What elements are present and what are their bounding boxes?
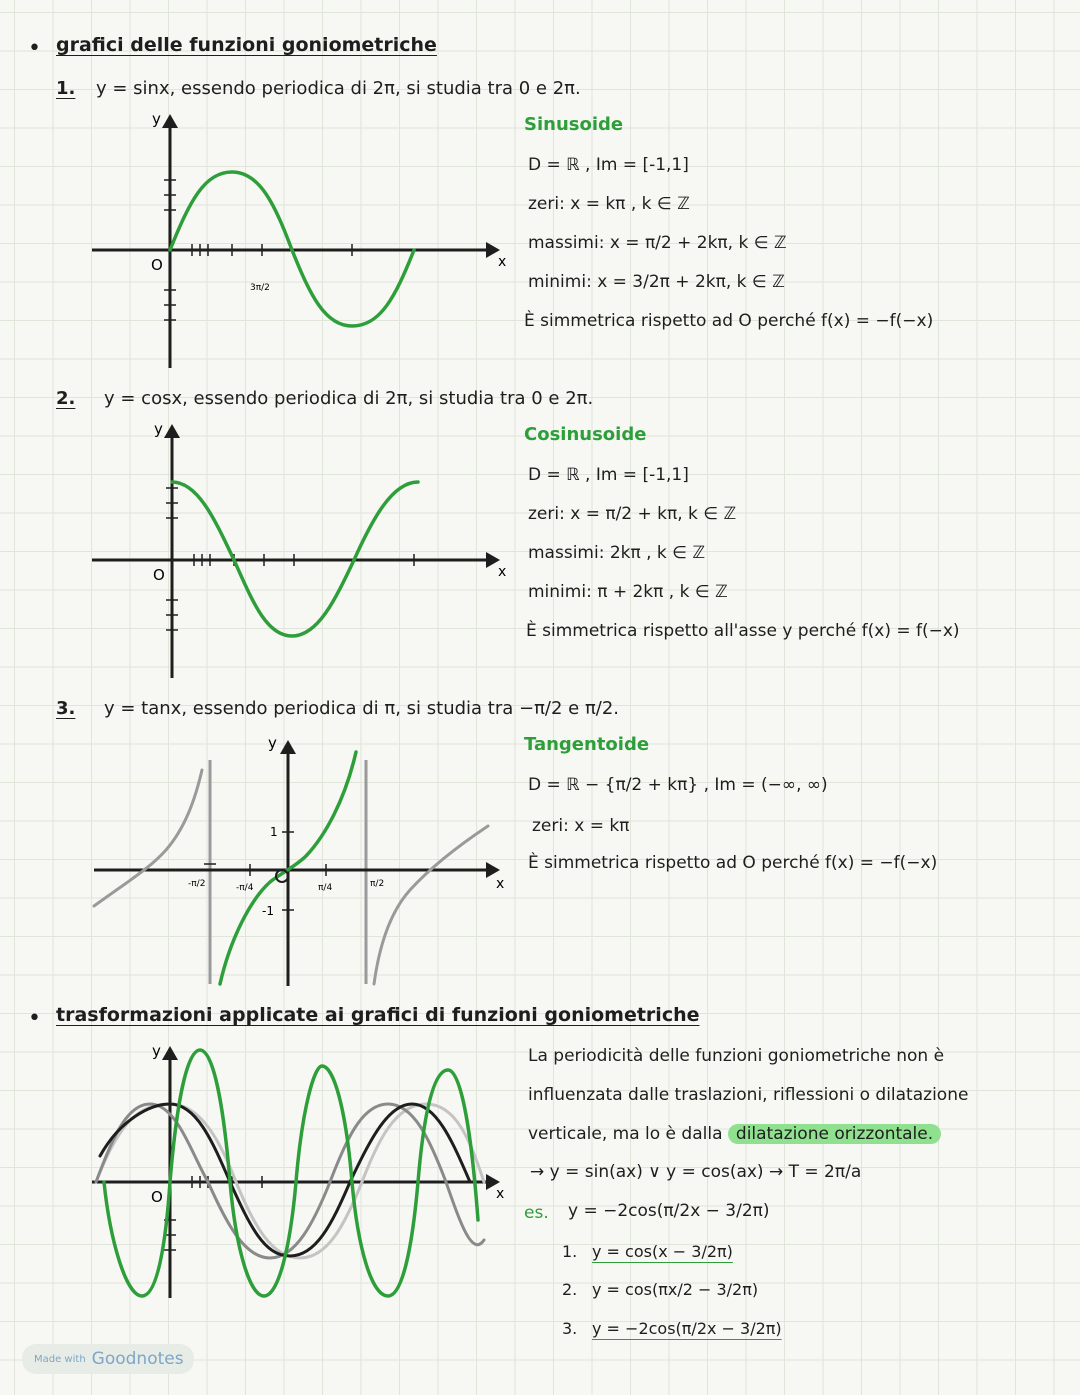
highlight-dilatazione: dilatazione orizzontale. bbox=[728, 1124, 941, 1144]
badge-made-with: Made with bbox=[34, 1353, 86, 1365]
curve-green bbox=[104, 1050, 478, 1296]
prop-min: minimi: x = 3/2π + 2kπ, k ∈ ℤ bbox=[528, 272, 785, 292]
prop-zeros: zeri: x = kπ bbox=[532, 816, 630, 836]
section-heading-transformations: trasformazioni applicate ai grafici di funzioni goniometriche bbox=[56, 1004, 700, 1026]
prop-domain: D = ℝ , Im = [-1,1] bbox=[528, 465, 689, 485]
tick-label-3pi2: 3π/2 bbox=[250, 283, 270, 293]
y-axis-label: y bbox=[154, 420, 163, 438]
example-formula: y = −2cos(π/2x − 3/2π) bbox=[568, 1201, 770, 1221]
curve-title-sinusoide: Sinusoide bbox=[524, 114, 624, 135]
x-axis-label: x bbox=[496, 876, 505, 892]
prop-zeros: zeri: x = kπ , k ∈ ℤ bbox=[528, 194, 690, 214]
tick-label-pi2: π/2 bbox=[370, 879, 385, 889]
badge-brand: Goodnotes bbox=[91, 1349, 184, 1369]
bullet-dot: • bbox=[28, 1006, 41, 1031]
step-formula: y = cos(x − 3/2π) bbox=[592, 1242, 733, 1261]
example-label: es. bbox=[524, 1203, 549, 1223]
paragraph-line-2: influenzata dalle traslazioni, riflessioni o dilatazione bbox=[528, 1085, 969, 1105]
origin-label: O bbox=[151, 1188, 163, 1206]
paragraph-line-3 bbox=[528, 1124, 941, 1144]
item-sentence: y = tanx, essendo periodica di π, si studia tra −π/2 e π/2. bbox=[104, 698, 620, 719]
curve-black bbox=[100, 1104, 470, 1256]
prop-min: minimi: π + 2kπ , k ∈ ℤ bbox=[528, 582, 728, 602]
item-number: 3. bbox=[56, 698, 76, 719]
prop-max: massimi: x = π/2 + 2kπ, k ∈ ℤ bbox=[528, 233, 787, 253]
prop-symmetry: È simmetrica rispetto ad O perché f(x) = −f(−x) bbox=[524, 311, 934, 331]
x-axis-label: x bbox=[498, 564, 507, 580]
origin-label: O bbox=[151, 256, 163, 274]
y-axis-label: y bbox=[152, 1042, 161, 1060]
tick-label-minus-pi2: -π/2 bbox=[188, 879, 206, 889]
tick-label-minus-pi4: -π/4 bbox=[236, 883, 254, 893]
step-number: 3. bbox=[562, 1319, 578, 1338]
y-axis-label: y bbox=[268, 734, 277, 752]
prop-zeros: zeri: x = π/2 + kπ, k ∈ ℤ bbox=[528, 504, 737, 524]
prop-symmetry: È simmetrica rispetto all'asse y perché f(x) = f(−x) bbox=[526, 621, 960, 641]
x-axis-label: x bbox=[498, 254, 507, 270]
item-sentence: y = cosx, essendo periodica di 2π, si studia tra 0 e 2π. bbox=[104, 388, 594, 409]
tick-label-pi4: π/4 bbox=[318, 883, 333, 893]
item-number: 2. bbox=[56, 388, 76, 409]
step-number: 1. bbox=[562, 1242, 578, 1261]
tick-label-minus1: -1 bbox=[262, 904, 274, 918]
paragraph-line-1: La periodicità delle funzioni goniometriche non è bbox=[528, 1046, 945, 1066]
item-sentence: y = sinx, essendo periodica di 2π, si studia tra 0 e 2π. bbox=[96, 78, 581, 99]
bullet-dot: • bbox=[28, 36, 41, 61]
prop-symmetry: È simmetrica rispetto ad O perché f(x) = −f(−x) bbox=[528, 853, 938, 873]
item-number: 1. bbox=[56, 78, 76, 99]
period-rule: → y = sin(ax) ∨ y = cos(ax) → T = 2π/a bbox=[530, 1162, 862, 1182]
tick-label-1: 1 bbox=[270, 825, 278, 839]
paragraph-text: verticale, ma lo è dalla bbox=[528, 1124, 728, 1144]
curve-title-cosinusoide: Cosinusoide bbox=[524, 424, 647, 445]
section-heading-graphs: grafici delle funzioni goniometriche bbox=[56, 34, 437, 56]
curve-title-tangentoide: Tangentoide bbox=[524, 734, 650, 755]
step-formula: y = −2cos(π/2x − 3/2π) bbox=[592, 1319, 782, 1338]
prop-max: massimi: 2kπ , k ∈ ℤ bbox=[528, 543, 706, 563]
step-formula: y = cos(πx/2 − 3/2π) bbox=[592, 1280, 759, 1299]
step-number: 2. bbox=[562, 1280, 578, 1299]
x-axis-label: x bbox=[496, 1186, 505, 1202]
origin-label: O bbox=[153, 566, 165, 584]
goodnotes-badge[interactable] bbox=[22, 1344, 194, 1374]
y-axis-label: y bbox=[152, 110, 161, 128]
prop-domain: D = ℝ , Im = [-1,1] bbox=[528, 155, 689, 175]
prop-domain: D = ℝ − {π/2 + kπ} , Im = (−∞, ∞) bbox=[528, 775, 828, 795]
